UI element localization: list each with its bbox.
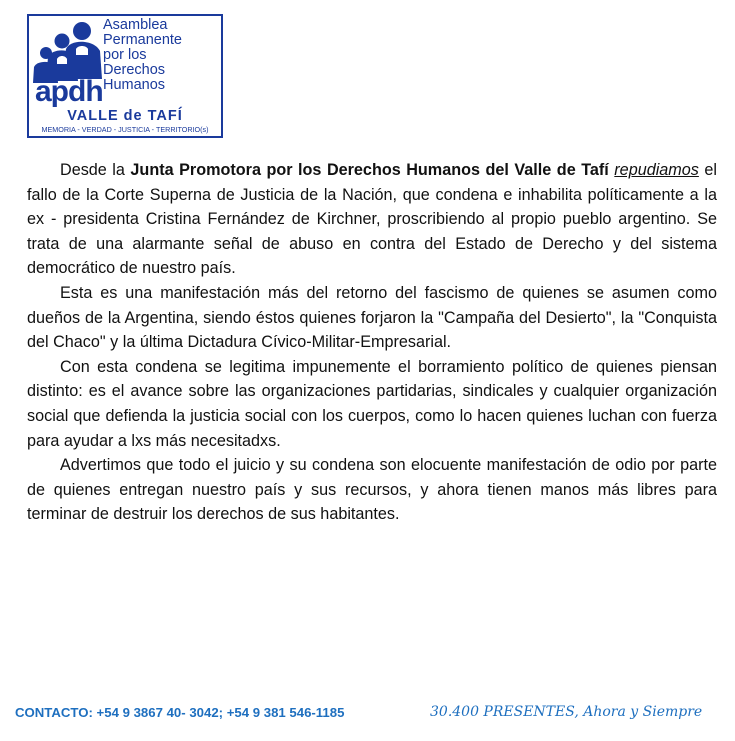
paragraph-2: Esta es una manifestación más del retorno del fascismo de quienes se asumen como dueños de la Argentina, siendo éstos quienes forjaron la "Campaña del Desierto", la "Conquista del Chaco" y la última Dictadura Cívico-Militar-Empresarial. [27, 283, 717, 352]
repudiation-verb: repudiamos [614, 161, 699, 179]
footer-motto: 30.400 PRESENTES, Ahora y Siempre [430, 704, 703, 720]
paragraph-1 [27, 158, 717, 281]
paragraph-4: Advertimos que todo el juicio y su condena son elocuente manifestación de odio por parte de quienes entregan nuestro país y sus recursos, y ahora tienen manos más libres para terminar de destruir los derechos de sus habitantes. [27, 456, 717, 524]
paragraph-3: Con esta condena se legitima impunemente el borramiento político de quienes piensan distinto: es el avance sobre las organizaciones partidarias, sindicales y cualquier organización social que defienda la justicia social con los cuerpos, como lo hacen quienes luchan con fuerza para ayudar a lxs más necesitadxs. [27, 357, 717, 450]
logo-line: por los [103, 47, 147, 63]
logo-line: Derechos [103, 62, 166, 78]
logo-wordmark [103, 18, 182, 93]
logo-acronym: apdh [35, 75, 103, 108]
contact-phones: CONTACTO: +54 9 3867 40- 3042; +54 9 381 546-1185 [15, 705, 345, 720]
intro-text: Desde la [60, 161, 131, 179]
statement-body [27, 158, 717, 527]
logo-line: Permanente [103, 32, 182, 48]
organization-name: Junta Promotora por los Derechos Humanos del Valle de Tafí [130, 161, 609, 179]
logo-line: Asamblea [103, 17, 168, 33]
logo-place: VALLE de TAFÍ [67, 108, 183, 124]
logo-line: Humanos [103, 77, 166, 93]
apdh-logo [27, 14, 223, 138]
logo-motto: MEMORIA - VERDAD - JUSTICIA - TERRITORIO(s) [41, 125, 209, 134]
paragraph-1-rest: el fallo de la Corte Superna de Justicia de la Nación, que condena e inhabilita políticamente a la ex - presidenta Cristina Fernández de Kirchner, proscribiendo al propio pueblo argentino. Se trata de una alarmante señal de abuso en contra del Estado de Derecho y del sistema democrático de nuestro país. [27, 161, 717, 278]
